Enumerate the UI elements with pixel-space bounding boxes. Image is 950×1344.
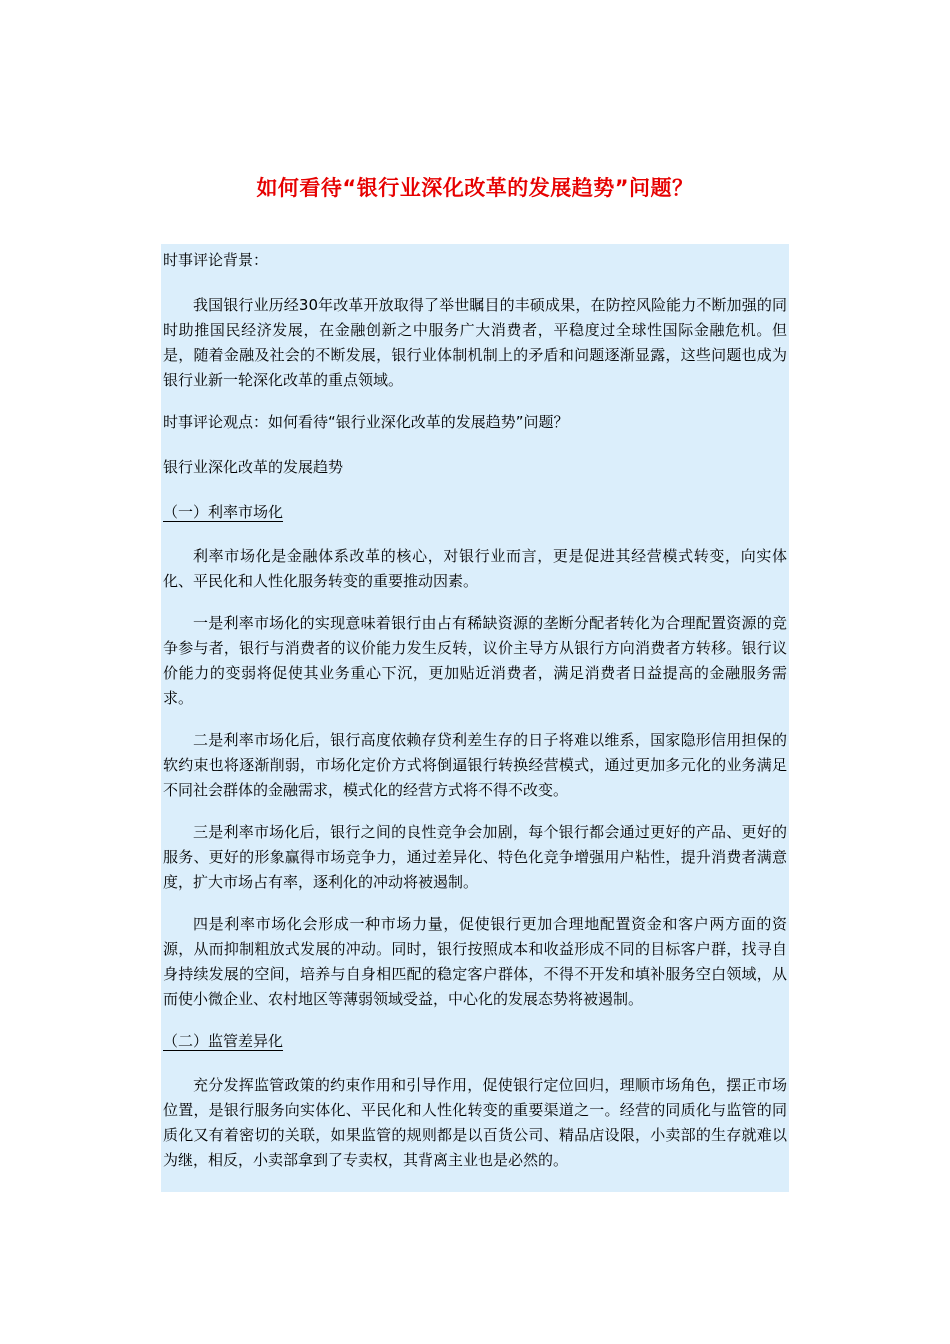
viewpoint-label: 时事评论观点：如何看待“银行业深化改革的发展趋势”问题？ bbox=[163, 413, 569, 431]
article-panel bbox=[161, 244, 789, 1192]
section1-paragraph-4: 三是利率市场化后，银行之间的良性竞争会加剧，每个银行都会通过更好的产品、更好的服务、更好的形象赢得市场竞争力，通过差异化、特色化竞争增强用户粘性，提升消费者满意度，扩大市场占有率，逐利化的冲动将被遏制。 bbox=[163, 823, 787, 891]
section-heading-regulation: （二）监管差异化 bbox=[163, 1032, 284, 1050]
section1-paragraph-2: 一是利率市场化的实现意味着银行由占有稀缺资源的垄断分配者转化为合理配置资源的竞争参与者，银行与消费者的议价能力发生反转，议价主导方从银行方向消费者方转移。银行议价能力的变弱将促使其业务重心下沉，更加贴近消费者，满足消费者日益提高的金融服务需求。 bbox=[163, 614, 787, 707]
trend-heading: 银行业深化改革的发展趋势 bbox=[163, 458, 344, 476]
section1-paragraph-5: 四是利率市场化会形成一种市场力量，促使银行更加合理地配置资金和客户两方面的资源，从而抑制粗放式发展的冲动。同时，银行按照成本和收益形成不同的目标客户群，找寻自身持续发展的空间，培养与自身相匹配的稳定客户群体，不得不开发和填补服务空白领域，从而使小微企业、农村地区等薄弱领域受益，中心化的发展态势将被遏制。 bbox=[163, 915, 787, 1008]
section1-paragraph-1: 利率市场化是金融体系改革的核心，对银行业而言，更是促进其经营模式转变，向实体化、平民化和人性化服务转变的重要推动因素。 bbox=[163, 547, 787, 590]
section-heading-interest-rate: （一）利率市场化 bbox=[163, 503, 284, 521]
section1-paragraph-3: 二是利率市场化后，银行高度依赖存贷利差生存的日子将难以维系，国家隐形信用担保的软约束也将逐渐削弱，市场化定价方式将倒逼银行转换经营模式，通过更加多元化的业务满足不同社会群体的金融需求，模式化的经营方式将不得不改变。 bbox=[163, 731, 787, 799]
background-label: 时事评论背景： bbox=[163, 251, 269, 269]
section2-paragraph-1: 充分发挥监管政策的约束作用和引导作用，促使银行定位回归，理顺市场角色，摆正市场位置，是银行服务向实体化、平民化和人性化转变的重要渠道之一。经营的同质化与监管的同质化又有着密切的关联，如果监管的规则都是以百货公司、精品店设限，小卖部的生存就难以为继，相反，小卖部拿到了专卖权，其背离主业也是必然的。 bbox=[163, 1076, 787, 1169]
document-title: 如何看待“银行业深化改革的发展趋势”问题？ bbox=[256, 176, 694, 200]
background-paragraph: 我国银行业历经30年改革开放取得了举世瞩目的丰硕成果，在防控风险能力不断加强的同时助推国民经济发展，在金融创新之中服务广大消费者，平稳度过全球性国际金融危机。但是，随着金融及社会的不断发展，银行业体制机制上的矛盾和问题逐渐显露，这些问题也成为银行业新一轮深化改革的重点领域。 bbox=[163, 296, 787, 389]
